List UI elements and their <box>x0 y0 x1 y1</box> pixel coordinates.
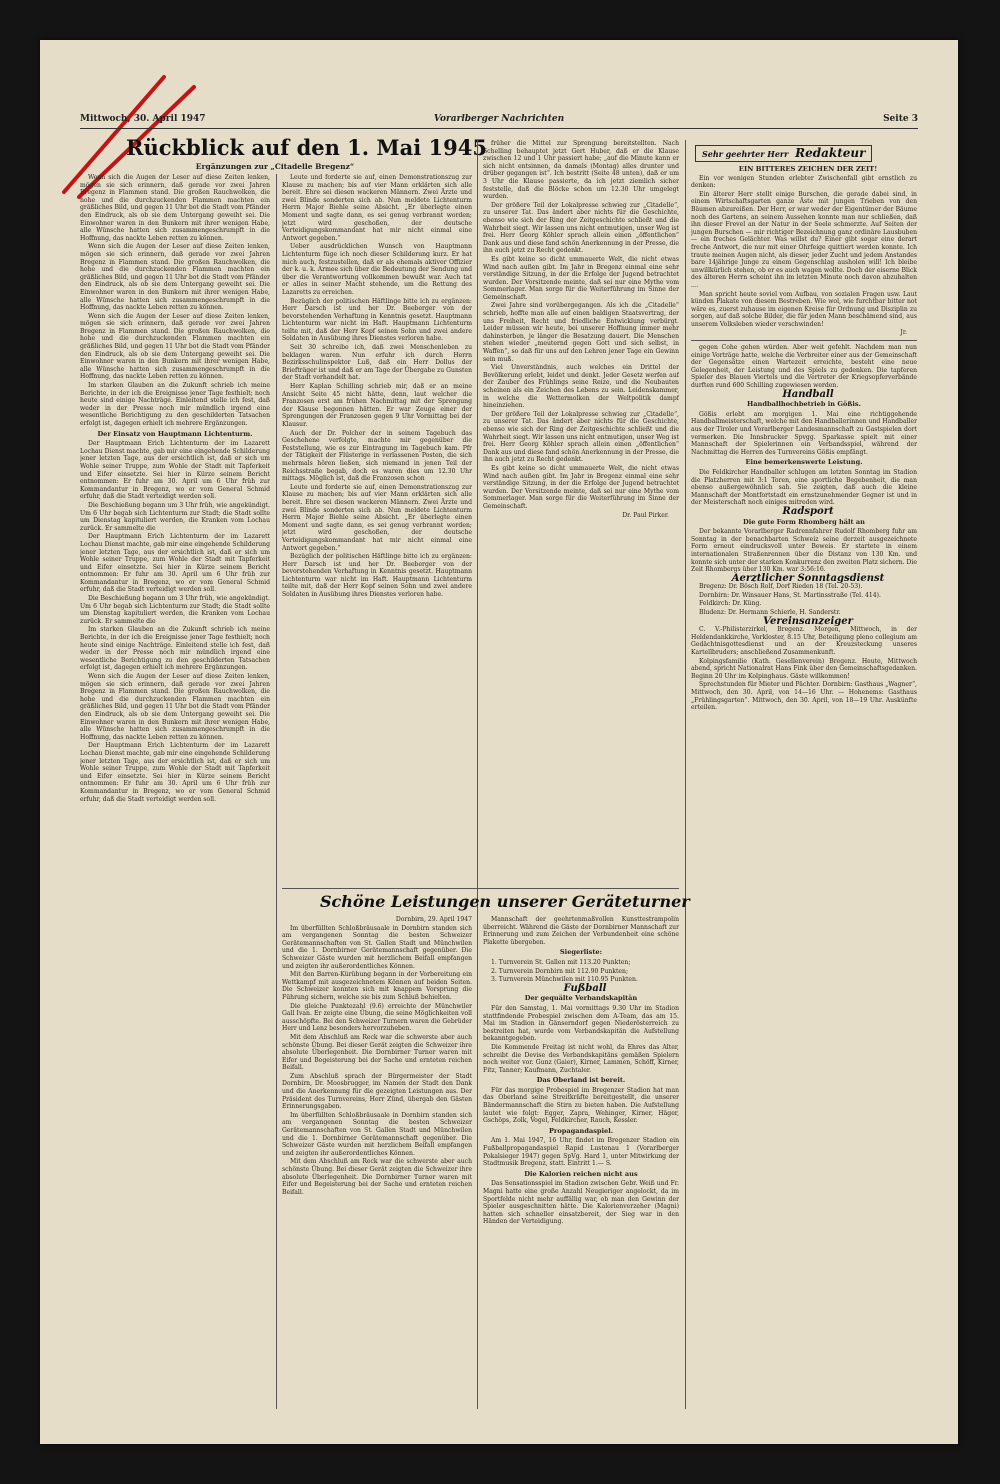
handball-subheading: Eine bemerkenswerte Leistung. <box>745 458 863 467</box>
sport-paragraph: Zum Abschluß sprach der Bürgermeister der Stadt Dornbirn, Dr. Moosbrugger, im Namen der Stadt den Dank und die Anerkennung für die gezeigten Leistungen aus. Der Präsident des Turnvereins, Herr Zünd, übergab den Gästen Erinnerungsgaben. <box>282 1072 472 1111</box>
verein-entry: C. V.-Philisterzirkel, Bregenz. Morgen, Mittwoch, in der Heldendankkirche, Vorkloster, 8.15 Uhr, Beteiligung pleno collegium am Gedächtnisgottesdienst und an der Kreuzsteckung unseres Kartellbruders; anschließend Zusammenkunft. <box>691 626 917 657</box>
verein-entry: Sprechstunden für Mieter und Pächter. Dornbirn: Gasthaus „Wagner“, Mittwoch, den 30. April, von 14—16 Uhr. — Hohenems: Gasthaus „Frühlingsgarten“. Mittwoch, den 30. April, von 18—19 Uhr. Auskünfte erteilen. <box>691 681 917 712</box>
section-rule <box>691 340 917 341</box>
result-row: 1. Turnverein St. Gallen mit 113.20 Punkten; <box>491 958 631 966</box>
doctor-entry: Dornbirn: Dr. Winsauer Hans, St. Martinsstraße (Tel. 414). <box>699 591 881 599</box>
column-divider <box>276 174 277 1409</box>
may-paragraph: Der Hauptmann Erich Lichtenturm der im Lazarett Lochau Dienst machte, gab mir eine eingehende Schilderung jener letzten Tage, aus der ersichtlich ist, daß er sich um Wohle seiner Truppe, zum Wohle der Stadt mit Tapferkeit und Eifer einsetzte. Sei hier in Kürze seinem Bericht entnommen: Er fuhr am 30. April um 6 Uhr früh zur Kommandantur in Bregenz, wo er vom General Schmid erfuhr, daß die Stadt verteidigt werden soll. <box>80 742 270 803</box>
sport-paragraph: Mit dem Abschluß am Reck war die schwerste aber auch schönste Übung. Bei dieser Gerät zeigten die Schweizer ihre absolute Überlegenheit. Die Dornbirner Turner waren mit Eifer und Begeisterung bei der Sache und ernteten reichen Beifall. <box>282 1033 472 1072</box>
may-paragraph: Leute und forderte sie auf, einen Demonstrationszug zur Klause zu machen; bis auf vier Mann erklärten sich alle bereit. Ehre sei diesen wackeren Männern. Zwei Ärzte und zwei Blinde sonderten sich ab. Nun meldete Lichtenturm Herrn Major Biehle seine Absicht. „Er überlegte einen Moment und sagte dann, es sei genug verbrannt worden; jetzt wird geschoßen, der deutsche Verteidigungskommandant hat mir nicht einmal eine Antwort gegeben.“ <box>282 174 472 242</box>
may-article-column-2 <box>282 174 472 884</box>
may-paragraph: Die Beschießung begann um 3 Uhr früh, wie angekündigt. Um 6 Uhr begab sich Lichtenturm zur Stadt; die Stadt sollte um Dienstag kapituliert werden, die Kranken vom Lochau zurück. Er sammelte die <box>80 595 270 625</box>
verein-entry: Kolpingsfamilie (Kath. Gesellenverein) Bregenz. Heute, Mittwoch abend, spricht Nationalrat Hans Fink über den Gemeinschaftsgedanken. Beginn 20 Uhr im Kolpinghaus. Gäste willkommen! <box>691 657 917 680</box>
letters-signature: Jr. <box>900 329 907 337</box>
fussball-subheading: Der gequälte Verbandskapitän <box>524 994 638 1003</box>
sport-article-title: Schöne Leistungen unserer Geräteturner <box>320 892 690 911</box>
may-paragraph: Der größere Teil der Lokalpresse schwieg zur „Citadelle“, zu unserer Tat. Das ändert aber nichts für die Geschichte, ebenso wie sich der Ring der Zeitgeschichte schließt und die Wahrheit siegt. Wir lassen uns nicht entmutigen, unser Weg ist frei. Herr Georg Köhler sprach allein einen „öffentlichen“ Dank aus und diese fand schön Anerkennung in der Presse, die ihn auch jetzt zu Recht gedenkt. <box>483 201 679 255</box>
doctor-entry: Bregenz: Dr. Bösch Rolf, Dorf Rieden 18 (Tel. 20-53). <box>699 583 863 591</box>
section-rule <box>282 888 679 889</box>
kalorien-paragraph: Das Sensationsspiel im Stadion zwischen Gebr. Weiß und Fr. Magni hatte eine große Anzahl Neugieriger angelockt, da im Sportfelde nicht mehr auffällig war, ob man den Gewinn der Spieler ausgeschnitten hätte. Die Kalorienverzeher (Magni) hatten sich schneller einsatzbereit, der Sieg war in den Händen der Verteidigung. <box>483 1180 679 1226</box>
may-subheading: Der Einsatz von Hauptmann Lichtenturm. <box>97 429 253 438</box>
may-paragraph: Viel Unverständnis, auch welches ein Drittel der Bevölkerung erlebt, leidet und denkt. Jeder Gesetz werfen auf der Zauber des Frühlings seine Reize, und die Neubauten scheinen als ein Zeichen des Lebens zu sein. Leidenskammer, in welche die Wettermolken der Weltpolitik dampf hineinziehen. <box>483 364 679 410</box>
may-paragraph: Wenn sich die Augen der Leser auf diese Zeiten lenken, mögen sie sich erinnern, daß gerade vor zwei Jahren Bregenz in Flammen stand. Die großen Rauchwolken, die hohe und die durchzuckenden Flammen machten ein gräßliches Bild, und gegen 11 Uhr bot die Stadt vom Pfänder den Eindruck, als ob sie dem Untergang geweiht sei. Die Einwohner waren in den Bunkern mit ihrer wenigen Habe, alle Wünsche hatten sich zusammengeschrumpft in die Hoffnung, das nackte Leben retten zu können. <box>80 243 270 312</box>
fussball-paragraph: Für das morgige Probespiel im Bregenzer Stadion hat man das Oberland seine Streitkräfte bereitgestellt, die unserer Bändermannschaft die Stirn zu bieten haben. Die Aufstellung lautet wie folgt: Egger, Zapra, Wehinger, Kirner, Häger, Gschöps, Zolk, Vogel, Feldkircher, Rauch, Kessler. <box>483 1086 679 1125</box>
propaganda-paragraph: Am 1. Mai 1947, 16 Uhr, findet im Bregenzer Stadion ein Fußballpropagandaspiel Rapid Lustenau 1 (Vorarlberger Pokalsieger 1947) gegen SpVg. Hard 1, unter Mitwirkung der Stadtmusik Bregenz, statt. Eintritt 1.— S. <box>483 1137 679 1168</box>
may-article-subtitle: Ergänzungen zur „Citadelle Bregenz“ <box>195 162 355 171</box>
may-paragraph: Auch der Dr. Polcher der in seinem Tagebuch das Geschehene verfolgte, machte mir gegenüber die Feststellung, wie es zur Eintragung im Tagebuch kam. Pfr der Tätigkeit der Flüsterige in verlassenen Posten, die sich mehrmals hören ließen, sich niemand in jenen Teil der Reichsstraße begab, doch es waren dies um 12.30 Uhr mittags. Möglich ist, daß die Franzosen schon <box>282 429 472 483</box>
fussball-paragraph: Für den Samstag, 1. Mai vormittags 9.30 Uhr im Stadion stattfindende Probespiel zwischen dem A-Team, das am 15. Mai im Stadion in Gänserndorf gegen Niederösterreich zu bestreiten hat, wurde vom Verbandskapitän die Aufstellung bekanntgegeben. <box>483 1004 679 1043</box>
may-article-signature: Dr. Paul Pirker. <box>622 511 669 519</box>
letters-heading: EIN BITTERES ZEICHEN DER ZEIT! <box>738 166 878 173</box>
letters-paragraph: Ein älterer Herr stellt einige Burschen, die gerade dabei sind, in einem Wirtschaftsgarten ganze Äste mit jungen Trieben von den Bäumen abzureißen. Der Herr, er war weder der Eigentümer der Bäume noch des Gartens, an seinem Aussehen konnte man nur schließen, daß ihn dieser Frevel an der Natur in der Seele schmerzte. Auf Seiten der jungen Burschen — mir richtiger Bezeichnung ganz ordinäre Lausbuben — ein freches Gelächter. Was willst du? Einer gibt sogar eine derart freche Antwort, die nur mit einer Ohrfeige quittiert werden konnte. Ich traute meinen Augen nicht, als dieser, jeder Zucht und jedem Anstandes bare 14jährige Junge zu einem Gegenschlag ausholen will! Ich bleibe unwillkürlich stehen, ob er es auch wagen wollte. Doch der eiserne Blick des älteren Herrn scheint ihn im letzten Minute noch davon abzuhalten .... <box>691 190 917 289</box>
may-paragraph: Der größere Teil der Lokalpresse schwieg zur „Citadelle“, zu unserer Tat. Das ändert aber nichts für die Geschichte, ebenso wie sich der Ring der Zeitgeschichte schließt und die Wahrheit siegt. Wir lassen uns nicht entmutigen, unser Weg ist frei. Herr Georg Köhler sprach allein einen „öffentlichen“ Dank aus und diese fand schön Anerkennung in der Presse, die ihn auch jetzt zu Recht gedenkt. <box>483 410 679 464</box>
may-paragraph: Die Beschießung begann um 3 Uhr früh, wie angekündigt. Um 6 Uhr begab sich Lichtenturm zur Stadt; die Stadt sollte um Dienstag kapituliert werden, die Kranken vom Lochau zurück. Er sammelte die <box>80 501 270 532</box>
header-rule <box>80 128 918 129</box>
may-paragraph: Zwei Jahre sind vorübergegangen. Als ich die „Citadelle“ schrieb, hoffte man alle auf einen baldigen Staatsvertrag, der uns Freiheit, Recht und friedliche Entwicklung verbürgt. Leider müssen wir heute, bei unserer Hoffnung immer mehr dahinsterben, je länger die Besatzung dauert. Die Menschen stehen wieder „meuternd gegen Gott und sich selbst, in Waffen“, so daß für uns auf den Lehren jener Tage ein Gewinn sein muß. <box>483 302 679 363</box>
radsport-heading: Radsport <box>782 505 834 517</box>
may-article-title: Rückblick auf den 1. Mai 1945 <box>126 135 488 160</box>
fussball-heading: Fußball <box>563 982 607 994</box>
result-row: 2. Turnverein Dornbirn mit 112.90 Punkten; <box>491 967 629 975</box>
may-paragraph: Bezüglich der politischen Häftlinge bitte ich zu ergänzen: Herr Darsch ist und her Dr. Beeberger von der bevorstehenden Verhaftung in Kenntnis gesetzt. Hauptmann Lichtenturm war nicht im Haft. Hauptmann Lichtenturm teilte mit, daß der Herr Kopf seinen Sohn und zwei andere Soldaten in Ausübung ihres Dienstes verloren habe. <box>282 553 472 599</box>
newspaper-name: Vorarlberger Nachrichten <box>433 114 565 124</box>
may-paragraph: Bezüglich der politischen Häftlinge bitte ich zu ergänzen: Herr Darsch ist und her Dr. Beeberger von der bevorstehenden Verhaftung in Kenntnis gesetzt. Hauptmann Lichtenturm war nicht im Haft. Hauptmann Lichtenturm teilte mit, daß der Herr Kopf seinen Sohn und zwei andere Soldaten in Ausübung ihres Dienstes verloren habe. <box>282 297 472 343</box>
sport-paragraph: Im überfüllten Schloßbräusaale in Dornbirn standen sich am vergangenen Sonntag die besten Schweizer Gerätemannschaften von St. Gallen Stadt und Münchwilen und die 1. Dornbirner Gerätemannschaft gegenüber. Die Schweizer Gäste wurden mit herzlichem Beifall empfangen und zeigten ihr außerordentliches Können. <box>282 924 472 970</box>
sport-paragraph: Mannschaft der geehrtenmaßvollen Kunsttestrampolin überreicht. Während die Gäste der Dornbirner Mannschaft zur Erinnerung und zum Zeichen der Verbundenheit eine schöne Plakette übergeben. <box>483 916 679 946</box>
handball-subheading: Handballhochbetrieb in Gößis. <box>747 400 861 409</box>
fussball-subheading: Das Oberland ist bereit. <box>536 1076 626 1085</box>
column-divider <box>685 140 686 1409</box>
sport-column-a <box>282 916 472 1409</box>
verein-heading: Vereinsanzeiger <box>763 615 853 627</box>
letters-box-title: Redakteur <box>795 146 866 160</box>
letters-paragraph: Ein vor wenigen Stunden erlebter Zwischenfall gibt ernstlich zu denken: <box>691 174 917 190</box>
may-article-column-3 <box>483 140 679 884</box>
may-article-column-1 <box>80 174 270 1409</box>
handball-paragraph: Die Feldkircher Handballer schlugen am letzten Sonntag im Stadion die Platzherren mit 3:1 Toren, eine sportliche Begebenheit, die man ebenso außergewöhnlich sah. Sie zeigten, daß auch die kleine Mannschaft der Montfortstadt ein ernstzunehmender Gegner ist und in der Meisterschaft noch einiges mitreden wird. <box>691 468 917 507</box>
letters-continued: gegen Cohe gehen würden. Aber weit gefehlt. Nachdem man nun einige Vorträge hatte, welche die Verbreiter einer aus der Gemeinschaft der Gegensätze einen Wartezeit erreichte, besteht eine neue Gelegenheit, der Leistung und des Spiels zu gedenken. Die tapferen Spieler des Blauen Viertels und die Vertreter der Kriegsopferverbände durften rund 600 Schilling zugewiesen werden. <box>691 344 917 390</box>
results-heading: Siegerliste: <box>559 948 603 957</box>
may-paragraph: Es gibt keine so dicht ummauerte Welt, die nicht etwas Wind nach außen gibt. Im Jahr in Bregenz einmal eine sehr verständige Sitzung, in der die Erfolge der Jugend betrachtet wurden. Der Vorsitzende meinte, daß sei nur eine Mythe vom Sommerlager. Man sorge für die Weiterführung im Sinne der Gemeinschaft. <box>483 464 679 510</box>
page-number: Seite 3 <box>883 114 918 124</box>
result-row: 3. Turnverein Münchwilen mit 110.95 Punkten. <box>491 976 638 984</box>
fussball-paragraph: Die Kommende Freitag ist nicht wohl, da Ehres das Alter, schreibt die Devise des Verbandskapitäns gemäßen Spielern noch weiter vor. Gunz (Gaier), Kirner, Lammen, Schöff, Kirner, Fitz, Tanner; Kaufmann, Zuchtaler. <box>483 1043 679 1074</box>
radsport-subheading: Die gute Form Rhomberg hält an <box>743 517 865 526</box>
sport-paragraph: Mit dem Abschluß am Reck war die schwerste aber auch schönste Übung. Bei dieser Gerät zeigten die Schweizer ihre absolute Überlegenheit. Die Dornbirner Turner waren mit Eifer und Begeisterung bei der Sache und ernteten reichen Beifall. <box>282 1158 472 1196</box>
radsport-paragraph: Der bekannte Vorarlberger Radrennfahrer Rudolf Rhomberg fuhr am Sonntag in der benachbarten Schweiz seine derzeit ausgezeichnete Form erneut eindrucksvoll unter Beweis. Er startete in einem internationalen Straßenrennen über die Distanz von 130 Km. und konnte sich unter der starken Konkurrenz den zweiten Platz sichern. Die Zeit Rhombergs über 130 Km. war 3:56:16. <box>691 528 917 574</box>
may-paragraph: Im starken Glauben an die Zukunft schrieb ich meine Berichte, in der ich die Ereignisse jener Tage festhielt; noch heute sind einige Nachträge. Einleitend stelle ich fest, daß weder in der Presse noch mir mündlich irgend eine wesentliche Berichtigung zu den geschilderten Tatsachen erfolgt ist, dagegen erhielt ich mehrere Ergänzungen. <box>80 382 270 427</box>
handball-paragraph: Gößis erlebt am morgigen 1. Mai eine richtiggehende Handballmeisterschaft, welche mit den Handballerinnen und Handballer aus der Tiroler und Vorarlberger Landesmannschaft zu Gastspielen dort vermerken. Die Innsbrucker Spvgg. Sparkasse spielt mit einer Mannschaft der Spielerinnen ein Verbandsspiel, während der Nachmittag die Herren des Turnvereins Gößis empfängt. <box>691 410 917 456</box>
may-paragraph: Der Hauptmann Erich Lichtenturm der im Lazarett Lochau Dienst machte, gab mir eine eingehende Schilderung jener letzten Tage, aus der ersichtlich ist, daß er sich um Wohle seiner Truppe, zum Wohle der Stadt mit Tapferkeit und Eifer einsetzte. Sei hier in Kürze seinem Bericht entnommen: Er fuhr am 30. April um 6 Uhr früh zur Kommandantur in Bregenz, wo er vom General Schmid erfuhr, daß die Stadt verteidigt werden soll. <box>80 533 270 594</box>
letters-box-greeting: Sehr geehrter Herr <box>702 149 789 159</box>
kalorien-heading: Die Kalorien reichen nicht aus <box>524 1169 638 1178</box>
may-paragraph: Wenn sich die Augen der Leser auf diese Zeiten lenken, mögen sie sich erinnern, daß gerade vor zwei Jahren Bregenz in Flammen stand. Die großen Rauchwolken, die hohe und die durchzuckenden Flammen machten ein gräßliches Bild, und gegen 11 Uhr bot die Stadt vom Pfänder den Eindruck, als ob sie dem Untergang geweiht sei. Die Einwohner waren in den Bunkern mit ihrer wenigen Habe, alle Wünsche hatten sich zusammengeschrumpft in die Hoffnung, das nackte Leben retten zu können. <box>80 174 270 242</box>
sport-paragraph: Die gleiche Punktezahl (9.6) erreichte der Münchwiler Gall Ivan. Er zeigte eine Übung, die seine Möglichkeiten voll ausschöpfte. Bei den Schweizer Turnern waren die Gebrüder Herr und Lenz besonders hervorzuheben. <box>282 1002 472 1033</box>
propaganda-heading: Propagandaspiel. <box>548 1126 614 1135</box>
doctor-entry: Feldkirch: Dr. Küng. <box>699 600 762 608</box>
page-header <box>80 114 918 128</box>
may-paragraph: Leute und forderte sie auf, einen Demonstrationszug zur Klause zu machen; bis auf vier Mann erklärten sich alle bereit. Ehre sei diesen wackeren Männern. Zwei Ärzte und zwei Blinde sonderten sich ab. Nun meldete Lichtenturm Herrn Major Biehle seine Absicht. „Er überlegte einen Moment und sagte dann, es sei genug verbrannt worden; jetzt wird geschoßen, der deutsche Verteidigungskommandant hat mir nicht einmal eine Antwort gegeben.“ <box>282 483 472 552</box>
may-paragraph: Wenn sich die Augen der Leser auf diese Zeiten lenken, mögen sie sich erinnern, daß gerade vor zwei Jahren Bregenz in Flammen stand. Die großen Rauchwolken, die hohe und die durchzuckenden Flammen machten ein gräßliches Bild, und gegen 11 Uhr bot die Stadt vom Pfänder den Eindruck, als ob sie dem Untergang geweiht sei. Die Einwohner waren in den Bunkern mit ihrer wenigen Habe, alle Wünsche hatten sich zusammengeschrumpft in die Hoffnung, das nackte Leben retten zu können. <box>80 312 270 381</box>
doctor-entry: Bludenz: Dr. Hermann Schierle, H. Sanderstr. <box>699 609 841 617</box>
column-divider <box>477 140 478 1409</box>
newspaper-page <box>40 40 958 1444</box>
handball-heading: Handball <box>782 388 834 400</box>
may-paragraph: Der Hauptmann Erich Lichtenturm der im Lazarett Lochau Dienst machte, gab mir eine eingehende Schilderung jener letzten Tage, aus der ersichtlich ist, daß er sich um Wohle seiner Truppe, zum Wohle der Stadt mit Tapferkeit und Eifer einsetzte. Sei hier in Kürze seinem Bericht entnommen: Er fuhr am 30. April um 6 Uhr früh zur Kommandantur in Bregenz, wo er vom General Schmid erfuhr, daß die Stadt verteidigt werden soll. <box>80 440 270 501</box>
sport-paragraph: Dornbirn, 29. April 1947 <box>395 916 472 923</box>
may-paragraph: Seit 30 schreibe ich, daß zwei Menschenleben zu beklagen waren. Nun erfuhr ich durch Herrn Bezirksschulinspektor Luß, daß ein Herr Dollus der Briefträger ist und daß er am Tage der Übergabe zu Gunsten der Stadt verhandelt hat. <box>282 344 472 382</box>
sport-paragraph: Im überfüllten Schloßbräusaale in Dornbirn standen sich am vergangenen Sonntag die besten Schweizer Gerätemannschaften von St. Gallen Stadt und Münchwilen und die 1. Dornbirner Gerätemannschaft gegenüber. Die Schweizer Gäste wurden mit herzlichem Beifall empfangen und zeigten ihr außerordentliches Können. <box>282 1111 472 1157</box>
letters-column <box>691 166 917 1409</box>
may-paragraph: Wenn sich die Augen der Leser auf diese Zeiten lenken, mögen sie sich erinnern, daß gerade vor zwei Jahren Bregenz in Flammen stand. Die großen Rauchwolken, die hohe und die durchzuckenden Flammen machten ein gräßliches Bild, und gegen 11 Uhr bot die Stadt vom Pfänder den Eindruck, als ob sie dem Untergang geweiht sei. Die Einwohner waren in den Bunkern mit ihrer wenigen Habe, alle Wünsche hatten sich zusammengeschrumpft in die Hoffnung, das nackte Leben retten zu können. <box>80 673 270 741</box>
may-paragraph: früher die Mittel zur Sprengung bereitstellten. Nach Schelling behauptet jetzt Gert Huber, daß er die Klause zwischen 12 und 1 Uhr passiert habe; „auf die Minute kann er sich nicht entsinnen, da damals (Montag) alles drunter und drüber gegangen ist“. Ich bestritt (Seite 48 unten), daß er um 3 Uhr die Klause passierte, da ich jetzt ziemlich sicher feststelle, daß die Blöcke schon um 12.30 Uhr umgelegt wurden. <box>483 140 679 201</box>
may-paragraph: Ueber ausdrücklichen Wunsch von Hauptmann Lichtenturm füge ich noch dieser Schilderung kurz. Er hat mich auch, festzustellen, daß er als ehemals aktiver Offizier der k. u. k. Armee sich über die Bedeutung der Sendung und über die Verantwortung vollkommen bewußt war. Auch tat er alles in seiner Macht stehende, um die Rettung des Lazaretts zu erreichen. <box>282 243 472 296</box>
may-paragraph: Im starken Glauben an die Zukunft schrieb ich meine Berichte, in der ich die Ereignisse jener Tage festhielt; noch heute sind einige Nachträge. Einleitend stelle ich fest, daß weder in der Presse noch mir mündlich irgend eine wesentliche Berichtigung zu den geschilderten Tatsachen erfolgt ist, dagegen erhielt ich mehrere Ergänzungen. <box>80 626 270 672</box>
sport-column-b <box>483 916 679 1409</box>
letters-box-label <box>695 145 872 162</box>
may-paragraph: Es gibt keine so dicht ummauerte Welt, die nicht etwas Wind nach außen gibt. Im Jahr in Bregenz einmal eine sehr verständige Sitzung, in der die Erfolge der Jugend betrachtet wurden. Der Vorsitzende meinte, daß sei nur eine Mythe vom Sommerlager. Man sorge für die Weiterführung im Sinne der Gemeinschaft. <box>483 255 679 301</box>
doctor-heading: Aerztlicher Sonntagsdienst <box>731 572 885 584</box>
sport-paragraph: Mit den Barren-Kürübung begann in der Vorbereitung ein Wettkampf mit ausgezeichnetem Können auf beiden Seiten. Die Schweizer konnten sich mit knappem Vorsprung die Führung sichern, welche sie bis zum Schluß behielten. <box>282 971 472 1001</box>
letters-paragraph: Man spricht heute soviel vom Aufbau, von sozialen Fragen usw. Laut künden Plakate von diesem Bestreben. Wie wol, wie furchtbar bitter not wäre es, zuerst zuhause im eigenen Kreise für Ordnung und Disziplin zu sorgen, auf daß solche Bilder, die für jeden Mann beschämend sind, aus unserem Volksleben wieder verschwinden! <box>691 290 917 328</box>
may-paragraph: Herr Kaplan Schilling schrieb mir, daß er an meine Ansicht Seite 45 nicht hätte, denn, laut welcher die Franzosen erst am frühen Nachmittag mit der Sprengung der Klause begonnen hätten. Er war Zeuge einer der Sprengungen der Franzosen gegen 9 Uhr Vormittag bei der Klausur. <box>282 383 472 428</box>
header-date: Mittwoch, 30. April 1947 <box>80 114 206 124</box>
